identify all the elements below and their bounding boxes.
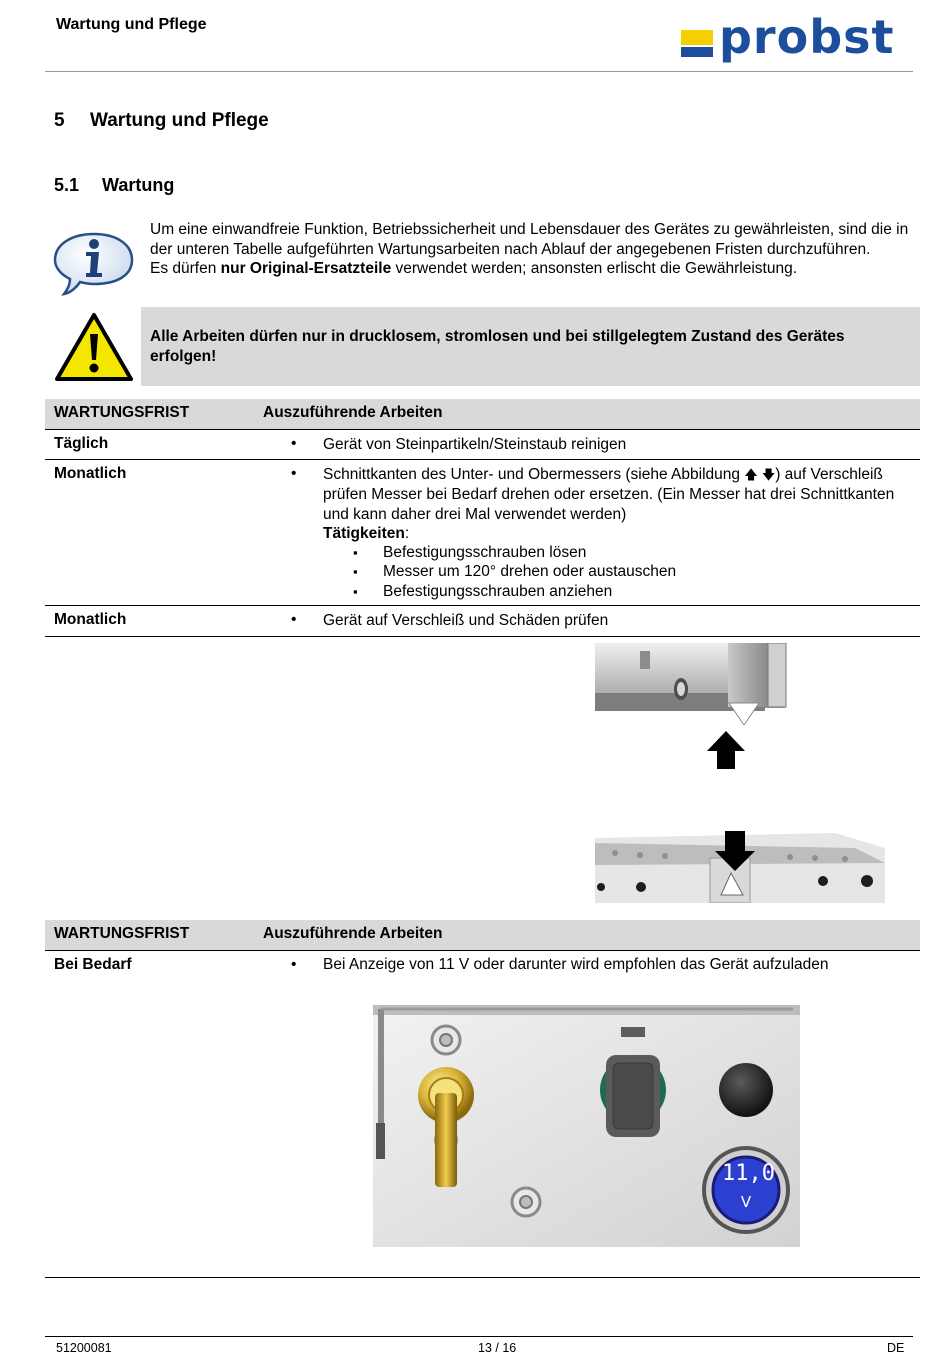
table-row [45, 430, 920, 460]
row-task: Gerät von Steinpartikeln/Steinstaub reinigen [323, 436, 627, 453]
voltmeter-unit: V [740, 1193, 752, 1211]
list-item: ▪ Befestigungsschrauben lösen [323, 543, 908, 562]
control-panel-photo [373, 1005, 800, 1247]
row-frequency: Monatlich [54, 611, 127, 628]
footer-language: DE [887, 1341, 905, 1355]
section-title: Wartung und Pflege [90, 110, 269, 131]
info-icon [52, 230, 136, 298]
table2-header [45, 920, 920, 951]
col-tasks-header: Auszuführende Arbeiten [263, 925, 443, 942]
footer-page-number: 13 / 16 [478, 1341, 517, 1355]
bullet-icon: • [291, 435, 297, 452]
subsection-title: Wartung [102, 175, 175, 195]
table-row [45, 460, 920, 606]
col-frequency-header: WARTUNGSFRIST [54, 404, 190, 421]
up-down-arrows-icon: 🡅 🡇 [744, 468, 776, 483]
row-task: Gerät auf Verschleiß und Schäden prüfen [323, 612, 609, 629]
col-tasks-header: Auszuführende Arbeiten [263, 404, 443, 421]
bullet-icon: • [291, 465, 297, 482]
section-number: 5 [54, 110, 65, 131]
subsection-heading [54, 175, 174, 196]
row-task: Bei Anzeige von 11 V oder darunter wird empfohlen das Gerät aufzuladen [323, 956, 829, 973]
blade-photo [595, 643, 885, 903]
table-end-divider [45, 1277, 920, 1278]
intro-paragraph: Um eine einwandfreie Funktion, Betriebssicherheit und Lebensdauer des Gerätes zu gewährleisten, sind die in der unteren Tabelle aufgeführten Wartungsarbeiten nach Ablauf der angegebenen Fristen durchzuführen. [150, 221, 909, 258]
row-task: Schnittkanten des Unter- und Obermessers (siehe Abbildung 🡅 🡇) auf Verschleiß prüfen Messer bei Bedarf drehen oder ersetzen. (Ein Messer hat drei Schnittkanten und kann daher drei Mal verwendet werden) Tätigkeiten: ▪ Befestigungsschrauben lösen ▪ Messer um 120° drehen oder austauschen ▪ Befestigungsschrauben anziehen [323, 465, 908, 601]
header-title: Wartung und Pflege [56, 16, 207, 33]
section-heading [54, 110, 269, 132]
warning-icon [55, 312, 133, 382]
list-item: ▪ Messer um 120° drehen oder austauschen [323, 562, 908, 581]
table-row [45, 606, 920, 637]
activities-label: Tätigkeiten [323, 524, 405, 542]
col-frequency-header: WARTUNGSFRIST [54, 925, 190, 942]
bullet-icon: • [291, 611, 297, 628]
intro-text [150, 220, 910, 279]
table1-header [45, 399, 920, 430]
list-item: ▪ Befestigungsschrauben anziehen [323, 582, 908, 601]
probst-logo [681, 10, 907, 68]
logo-mark-icon [681, 20, 713, 64]
control-panel-illustration [373, 1005, 800, 1247]
spare-parts-note: Es dürfen nur Original-Ersatzteile verwendet werden; ansonsten erlischt die Gewährleistung. [150, 260, 798, 277]
row-frequency: Bei Bedarf [54, 956, 132, 973]
logo-text: probst [719, 10, 895, 64]
footer-doc-number: 51200081 [56, 1341, 112, 1355]
steps-list [323, 543, 908, 601]
bullet-icon: • [291, 956, 297, 973]
row-frequency: Monatlich [54, 465, 127, 482]
header-divider [45, 71, 913, 72]
voltmeter-reading: 11,0 [722, 1161, 775, 1186]
footer-divider [45, 1336, 913, 1337]
warning-text: Alle Arbeiten dürfen nur in drucklosem, stromlosen und bei stillgelegtem Zustand des Gerätes erfolgen! [150, 328, 845, 365]
table-row [45, 951, 920, 981]
row-frequency: Täglich [54, 435, 109, 452]
subsection-number: 5.1 [54, 175, 80, 195]
spare-parts-emphasis: nur Original-Ersatzteile [220, 260, 392, 277]
